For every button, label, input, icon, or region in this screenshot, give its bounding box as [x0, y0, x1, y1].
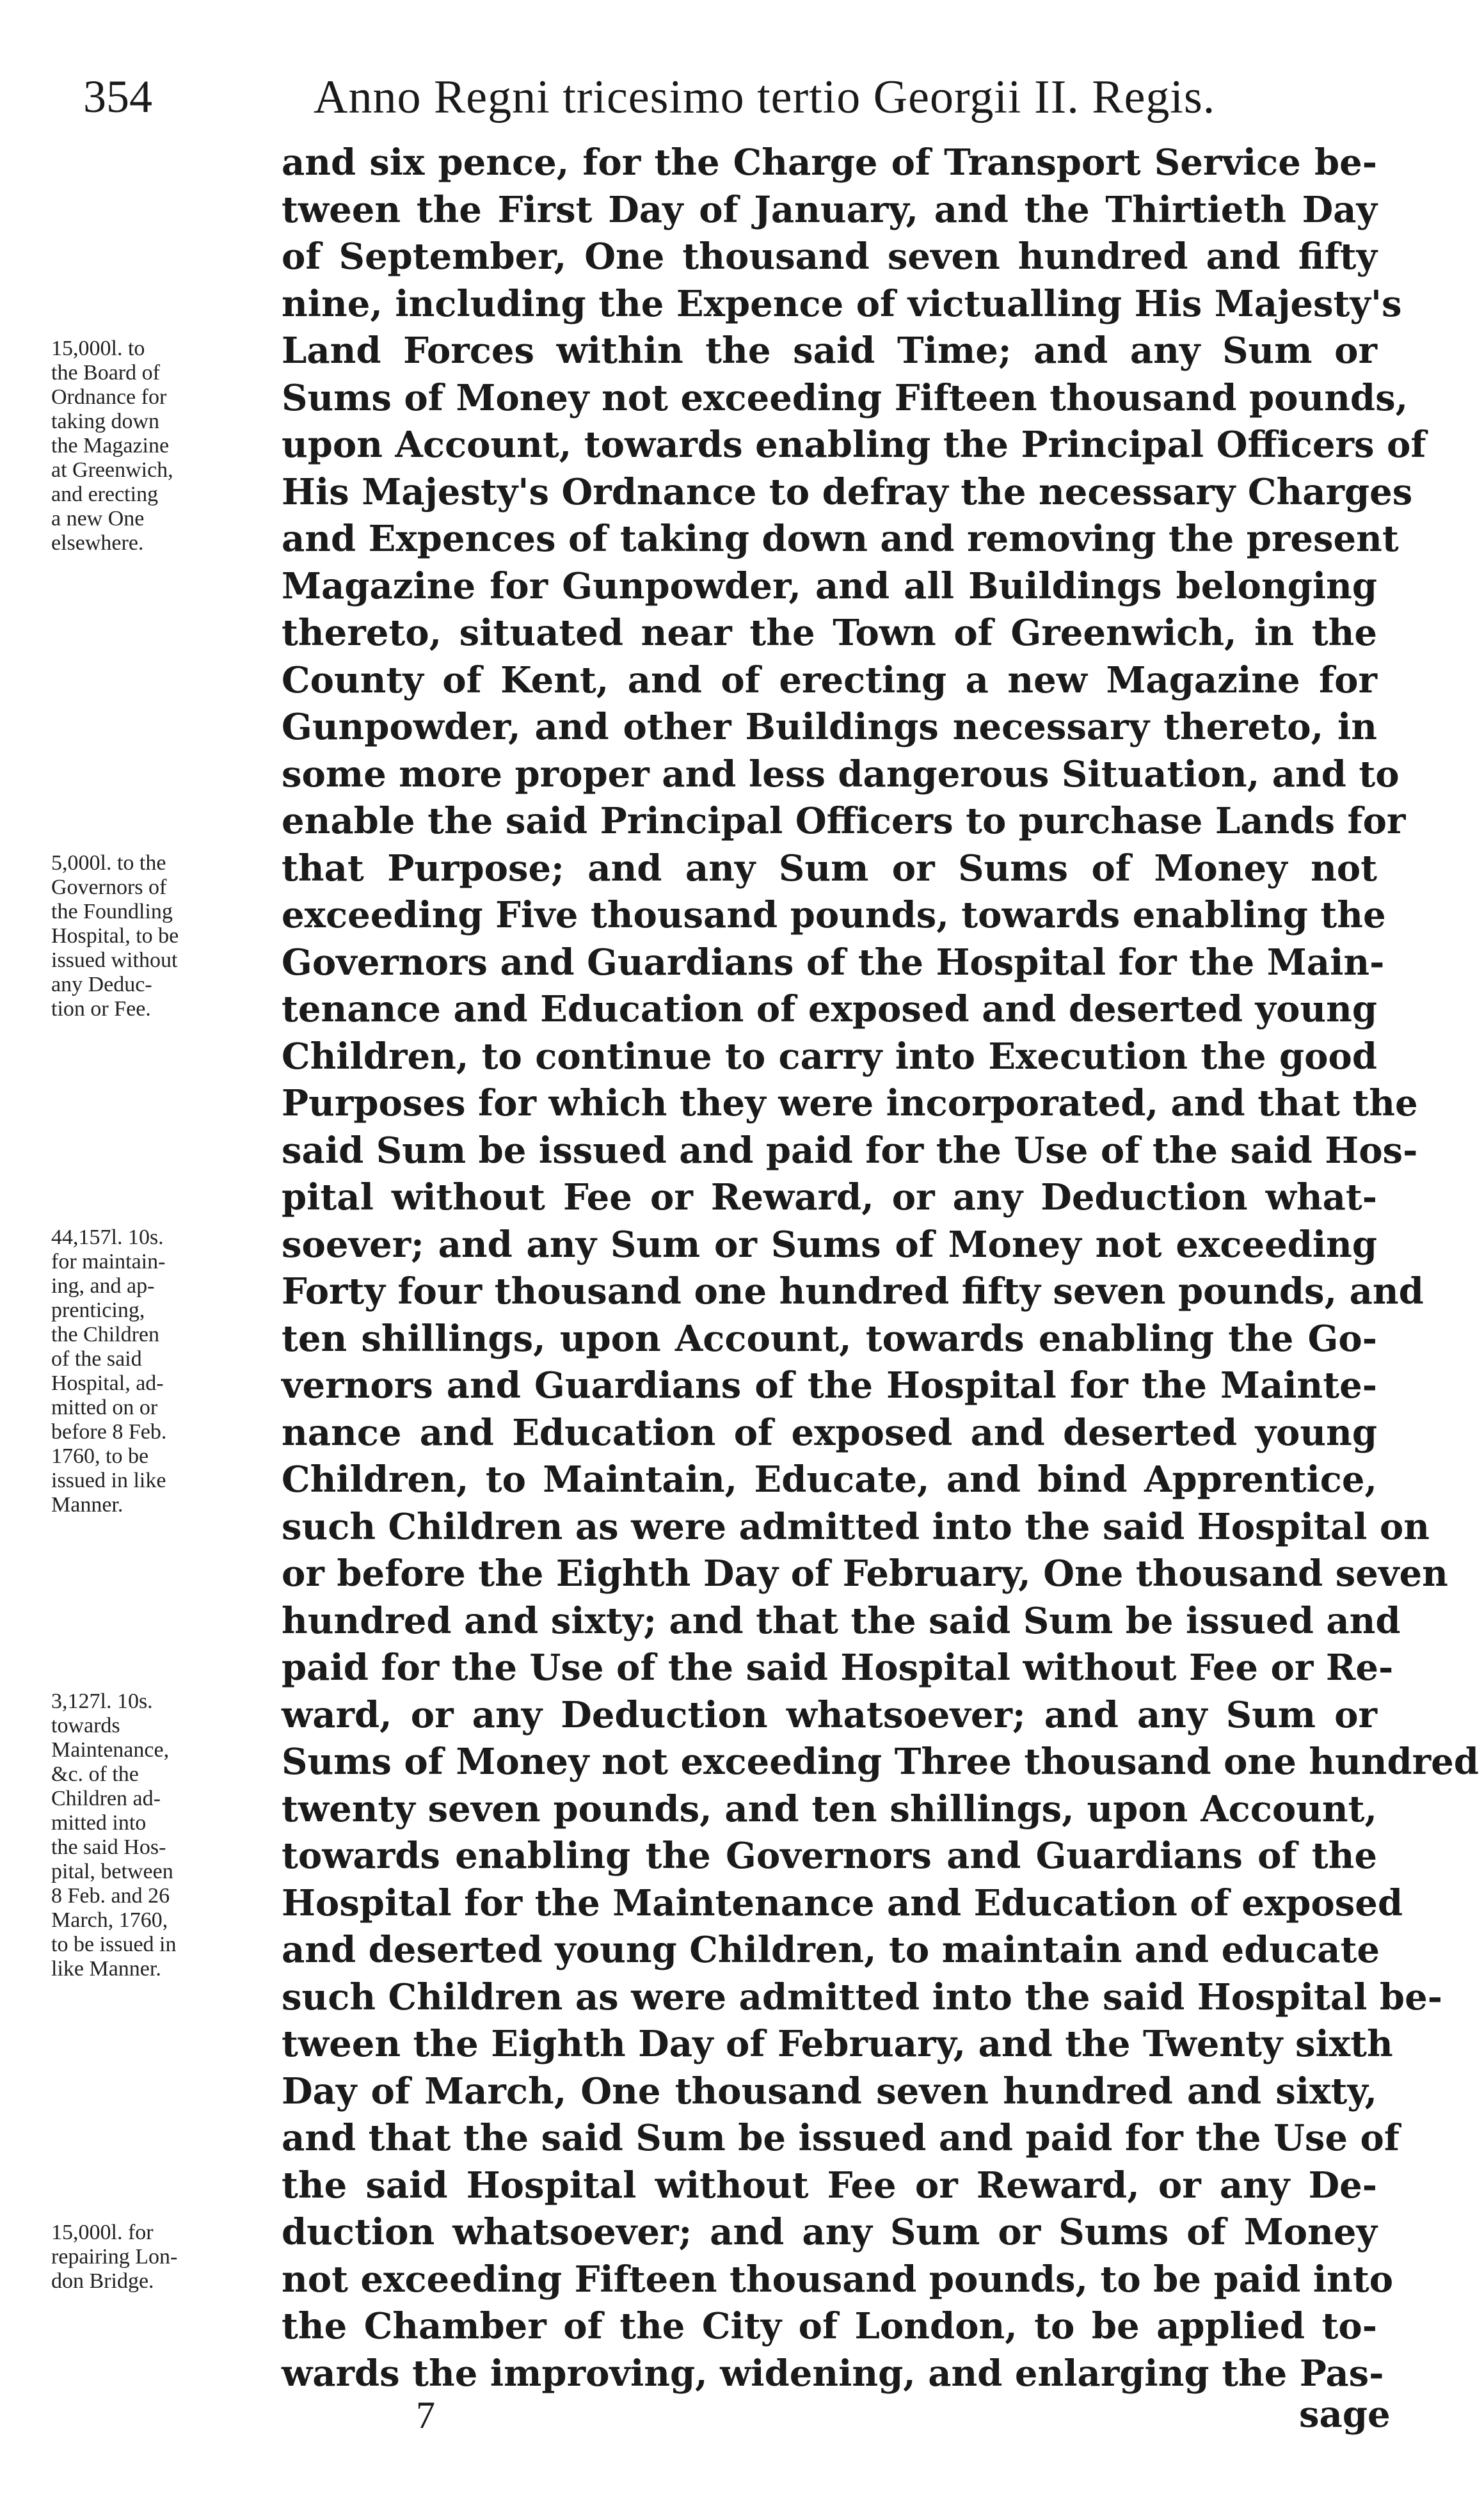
page-header [83, 70, 1395, 147]
margin-note-london-bridge: 15,000l. for repairing Lon- don Bridge. [51, 2221, 178, 2293]
text-line: Sums of Money not exceeding Three thousand one hundred [282, 1741, 1479, 1783]
text-line: Purposes for which they were incorporated, and that the [282, 1082, 1418, 1124]
main-text-column [282, 140, 1479, 2397]
text-line: twenty seven pounds, and ten shillings, upon Account, [282, 1787, 1377, 1830]
signature-mark: 7 [416, 2394, 435, 2436]
text-line: hundred and sixty; and that the said Sum be issued and [282, 1599, 1401, 1642]
text-line: nine, including the Expence of victualling His Majesty's [282, 282, 1402, 325]
text-line: Children, to continue to carry into Execution the good [282, 1035, 1377, 1078]
margin-note-foundling: 5,000l. to the Governors of the Foundling Hospital, to be issued without any Deduc- tion or Fee. [51, 851, 179, 1021]
text-line: vernors and Guardians of the Hospital for the Mainte- [282, 1364, 1377, 1407]
text-line: His Majesty's Ordnance to defray the necessary Charges [282, 470, 1413, 513]
text-line: such Children as were admitted into the said Hospital on [282, 1505, 1430, 1548]
text-line: towards enabling the Governors and Guardians of the [282, 1835, 1377, 1877]
text-line: enable the said Principal Officers to purchase Lands for [282, 800, 1406, 842]
text-line: Sums of Money not exceeding Fifteen thousand pounds, [282, 376, 1408, 419]
text-line: thereto, situated near the Town of Greenwich, in the [282, 612, 1377, 654]
margin-note-maintaining: 44,157l. 10s. for maintain- ing, and ap- prenticing, the Children of the said Hospital, ad- mitted on or before 8 Feb. 1760, to be issued in like Manner. [51, 1226, 167, 1517]
text-line: County of Kent, and of erecting a new Magazine for [282, 659, 1377, 701]
catchword: sage [1299, 2393, 1391, 2436]
text-line: not exceeding Fifteen thousand pounds, to be paid into [282, 2258, 1394, 2301]
text-line: pital without Fee or Reward, or any Deduction what- [282, 1176, 1377, 1218]
text-line: and six pence, for the Charge of Transport Service be- [282, 141, 1377, 184]
text-line: wards the improving, widening, and enlarging the Pas- [282, 2352, 1384, 2395]
text-line: ten shillings, upon Account, towards enabling the Go- [282, 1317, 1377, 1360]
text-line: the said Hospital without Fee or Reward, or any De- [282, 2164, 1377, 2207]
text-line: Magazine for Gunpowder, and all Buildings belonging [282, 564, 1377, 607]
running-title: Anno Regni tricesimo tertio Georgii II. Regis. [314, 71, 1216, 124]
text-line: some more proper and less dangerous Situation, and to [282, 753, 1400, 795]
text-line: nance and Education of exposed and deserted young [282, 1411, 1377, 1454]
text-line: such Children as were admitted into the said Hospital be- [282, 1976, 1442, 2018]
text-line: tween the Eighth Day of February, and the Twenty sixth [282, 2023, 1393, 2065]
text-line: Children, to Maintain, Educate, and bind Apprentice, [282, 1458, 1377, 1501]
text-line: Forty four thousand one hundred fifty seven pounds, and [282, 1270, 1424, 1313]
text-line: that Purpose; and any Sum or Sums of Money not [282, 847, 1377, 890]
text-line: the Chamber of the City of London, to be applied to- [282, 2305, 1377, 2347]
text-line: of September, One thousand seven hundred and fifty [282, 236, 1377, 278]
text-line: Land Forces within the said Time; and any Sum or [282, 330, 1377, 372]
text-line: and deserted young Children, to maintain and educate [282, 1929, 1380, 1971]
text-line: soever; and any Sum or Sums of Money not exceeding [282, 1223, 1377, 1266]
text-line: and Expences of taking down and removing the present [282, 518, 1399, 560]
margin-note-ordnance: 15,000l. to the Board of Ordnance for taking down the Magazine at Greenwich, and erecting a new One elsewhere. [51, 337, 173, 555]
page-number: 354 [83, 71, 152, 122]
text-line: Day of March, One thousand seven hundred and sixty, [282, 2070, 1377, 2112]
text-line: and that the said Sum be issued and paid for the Use of [282, 2117, 1400, 2159]
text-line: ward, or any Deduction whatsoever; and any Sum or [282, 1693, 1377, 1736]
text-line: said Sum be issued and paid for the Use of the said Hos- [282, 1129, 1418, 1172]
text-line: paid for the Use of the said Hospital without Fee or Re- [282, 1647, 1394, 1689]
text-line: tween the First Day of January, and the Thirtieth Day [282, 188, 1377, 231]
text-line: Hospital for the Maintenance and Education of exposed [282, 1881, 1403, 1924]
text-line: tenance and Education of exposed and deserted young [282, 988, 1377, 1030]
margin-note-maintenance: 3,127l. 10s. towards Maintenance, &c. of the Children ad- mitted into the said Hos- pital, between 8 Feb. and 26 March, 1760, to be issued in like Manner. [51, 1689, 177, 1981]
text-line: Governors and Guardians of the Hospital for the Main- [282, 941, 1385, 984]
text-line: duction whatsoever; and any Sum or Sums of Money [282, 2211, 1377, 2253]
text-line: or before the Eighth Day of February, One thousand seven [282, 1553, 1448, 1595]
text-line: exceeding Five thousand pounds, towards enabling the [282, 894, 1386, 936]
text-line: upon Account, towards enabling the Principal Officers of [282, 424, 1426, 466]
text-line: Gunpowder, and other Buildings necessary thereto, in [282, 706, 1377, 748]
page-footer [0, 2393, 1484, 2457]
